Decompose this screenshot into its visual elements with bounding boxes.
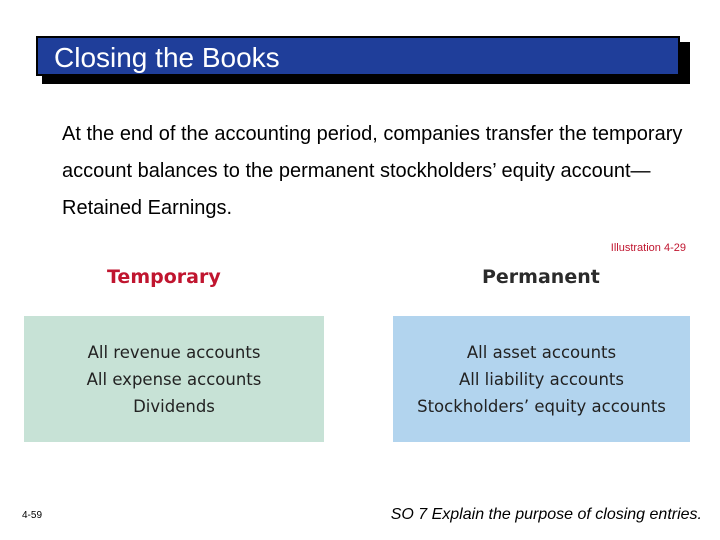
- permanent-accounts-box: [393, 316, 690, 442]
- permanent-item-liability: All liability accounts: [458, 369, 625, 389]
- body-paragraph: At the end of the accounting period, companies transfer the temporary account balances to the permanent stockholders’ equity account—Retained Earnings.: [62, 123, 683, 219]
- title-bar: [36, 36, 680, 76]
- temporary-item-revenue: All revenue accounts: [87, 342, 261, 362]
- temporary-accounts-box: [24, 316, 324, 442]
- temporary-heading: Temporary: [107, 266, 221, 288]
- temporary-item-dividends: Dividends: [133, 396, 215, 416]
- slide-title: Closing the Books: [54, 42, 280, 73]
- permanent-item-equity: Stockholders’ equity accounts: [417, 396, 666, 416]
- slide-number: 4-59: [22, 510, 43, 521]
- study-objective: SO 7 Explain the purpose of closing entries.: [390, 506, 702, 523]
- permanent-item-asset: All asset accounts: [466, 342, 617, 362]
- illustration-label: Illustration 4-29: [610, 242, 686, 254]
- temporary-item-expense: All expense accounts: [86, 369, 262, 389]
- permanent-heading: Permanent: [482, 266, 600, 288]
